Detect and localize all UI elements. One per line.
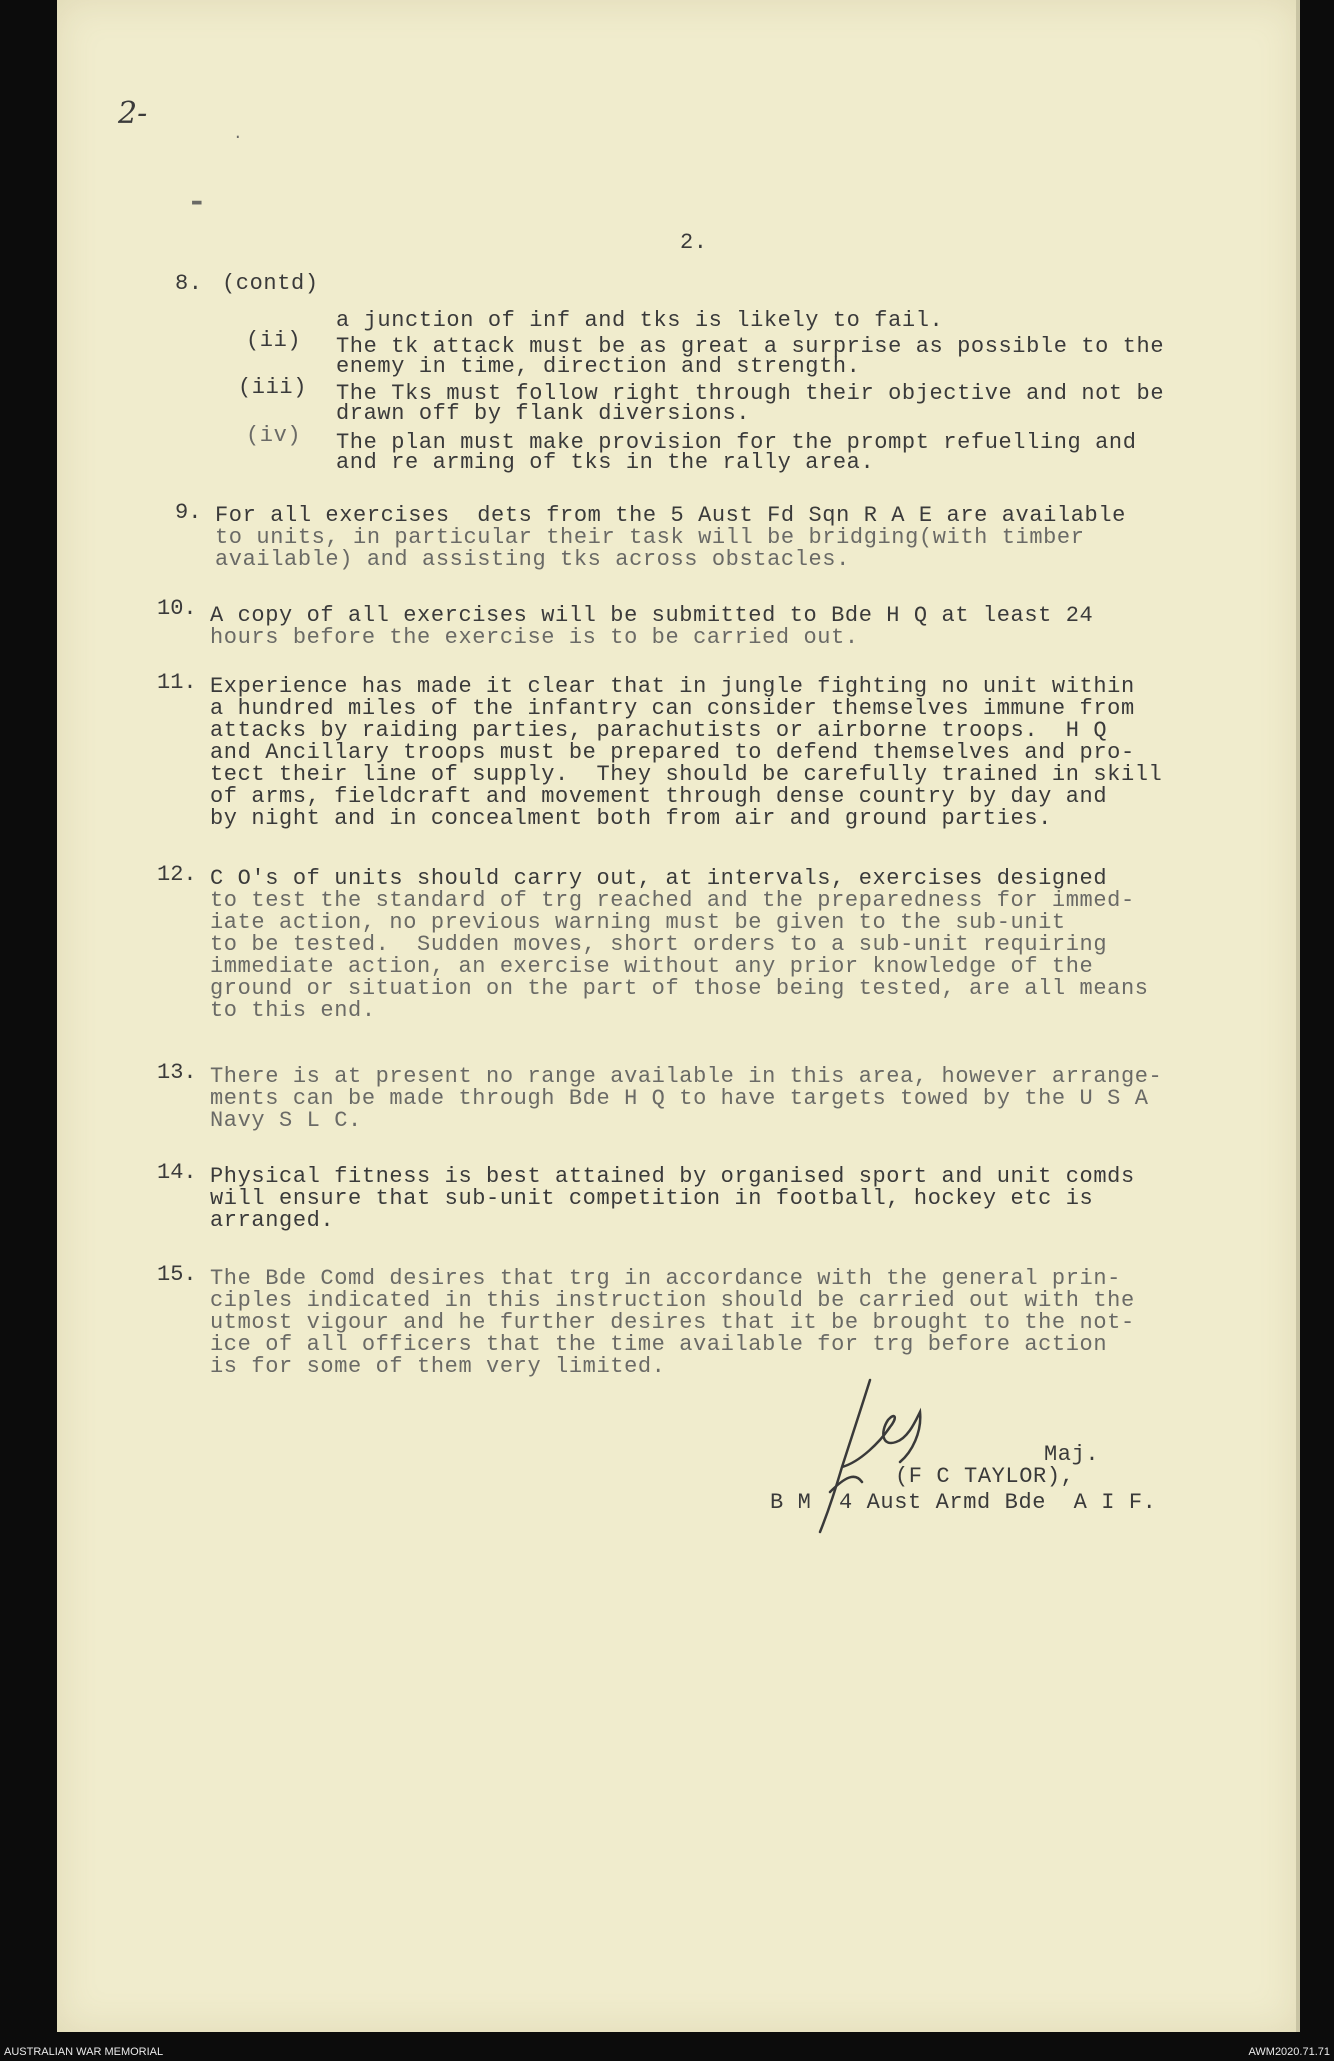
paragraph-line: will ensure that sub-unit competition in football, hockey etc is (210, 1186, 1094, 1211)
paragraph-line: Navy S L C. (210, 1108, 362, 1133)
paragraph-line: immediate action, an exercise without any prior knowledge of the (210, 954, 1094, 979)
paragraph-number: 9. (175, 500, 202, 525)
paragraph-line: tect their line of supply. They should be carefully trained in skill (210, 762, 1163, 787)
item-line: drawn off by flank diversions. (336, 401, 751, 426)
paragraph-number: 10. (157, 596, 197, 621)
paragraph-line: ciples indicated in this instruction should be carried out with the (210, 1288, 1135, 1313)
item-line: enemy in time, direction and strength. (336, 354, 861, 379)
paragraph-line: ice of all officers that the time available for trg before action (210, 1332, 1108, 1357)
footer-institution: AUSTRALIAN WAR MEMORIAL (4, 2046, 164, 2058)
paragraph-line: The Bde Comd desires that trg in accordance with the general prin- (210, 1266, 1121, 1291)
paragraph-number: 15. (157, 1262, 197, 1287)
paragraph-line: a junction of inf and tks is likely to fail. (336, 308, 944, 333)
archive-footer (0, 2040, 1334, 2061)
item-line: and re arming of tks in the rally area. (336, 450, 875, 475)
paragraph-line: Physical fitness is best attained by organised sport and unit comds (210, 1164, 1135, 1189)
paragraph-line: by night and in concealment both from air and ground parties. (210, 806, 1052, 831)
paragraph-line: ground or situation on the part of those being tested, are all means (210, 976, 1149, 1001)
paragraph-heading: (contd) (222, 271, 319, 296)
item-line: The plan must make provision for the prompt refuelling and (336, 430, 1137, 455)
paragraph-line: a hundred miles of the infantry can consider themselves immune from (210, 696, 1135, 721)
handwritten-mark: 2- (118, 96, 148, 131)
paragraph-line: available) and assisting tks across obstacles. (215, 547, 850, 572)
paragraph-line: is for some of them very limited. (210, 1354, 666, 1379)
item-line: The tk attack must be as great a surprise as possible to the (336, 334, 1165, 359)
paragraph-line: to test the standard of trg reached and the preparedness for immed- (210, 888, 1135, 913)
signatory-appointment: B M 4 Aust Armd Bde A I F. (770, 1490, 1157, 1515)
paragraph-line: to this end. (210, 998, 376, 1023)
item-label: (iv) (246, 423, 302, 448)
page-edge (1296, 0, 1300, 2032)
paragraph-line: utmost vigour and he further desires that it be brought to the not- (210, 1310, 1135, 1335)
paragraph-line: iate action, no previous warning must be given to the sub-unit (210, 910, 1066, 935)
paragraph-number: 11. (157, 670, 197, 695)
stray-mark: ▬ (192, 192, 202, 210)
paragraph-line: hours before the exercise is to be carried out. (210, 625, 859, 650)
paragraph-line: of arms, fieldcraft and movement through dense country by day and (210, 784, 1108, 809)
paragraph-number: 13. (157, 1060, 197, 1085)
signature (800, 1372, 940, 1542)
paragraph-line: There is at present no range available in this area, however arrange- (210, 1064, 1163, 1089)
paragraph-number: 14. (157, 1160, 197, 1185)
item-label: (ii) (246, 328, 302, 353)
paragraph-line: attacks by raiding parties, parachutists or airborne troops. H Q (210, 718, 1108, 743)
item-label: (iii) (238, 375, 308, 400)
signatory-name: (F C TAYLOR), (895, 1464, 1075, 1489)
paragraph-line: For all exercises dets from the 5 Aust Fd Sqn R A E are available (215, 503, 1126, 528)
paragraph-line: arranged. (210, 1208, 335, 1233)
stray-mark: · (233, 128, 243, 146)
signatory-rank: Maj. (1044, 1442, 1100, 1467)
paragraph-line: Experience has made it clear that in jungle fighting no unit within (210, 674, 1135, 699)
page-number: 2. (680, 230, 708, 255)
paragraph-line: C O's of units should carry out, at intervals, exercises designed (210, 866, 1108, 891)
paragraph-line: to units, in particular their task will be bridging(with timber (215, 525, 1085, 550)
footer-accession-number: AWM2020.71.71 (1248, 2046, 1330, 2058)
paragraph-line: ments can be made through Bde H Q to have targets towed by the U S A (210, 1086, 1149, 1111)
item-line: The Tks must follow right through their objective and not be (336, 381, 1165, 406)
paragraph-line: and Ancillary troops must be prepared to defend themselves and pro- (210, 740, 1135, 765)
paragraph-number: 8. (175, 271, 203, 296)
paragraph-line: A copy of all exercises will be submitted to Bde H Q at least 24 (210, 603, 1094, 628)
paragraph-line: to be tested. Sudden moves, short orders to a sub-unit requiring (210, 932, 1108, 957)
paragraph-number: 12. (157, 862, 197, 887)
